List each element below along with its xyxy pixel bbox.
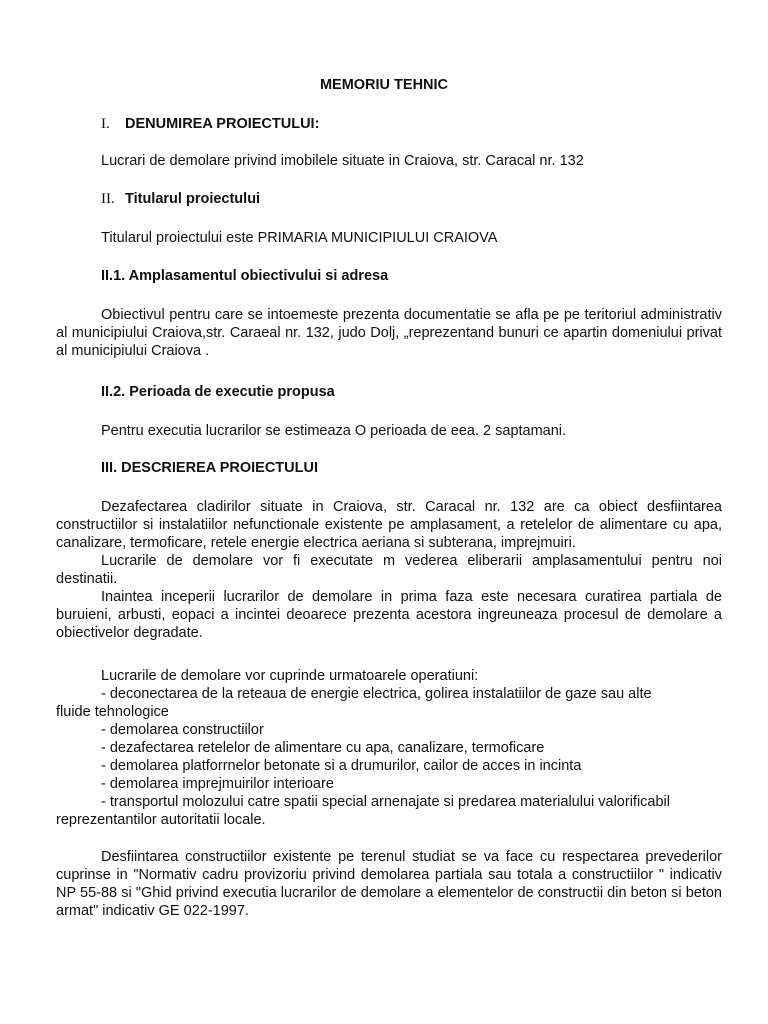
section2-heading (101, 190, 260, 208)
section2-1-heading: II.1. Amplasamentul obiectivului si adresa (101, 268, 389, 284)
operation-item: - dezafectarea retelelor de alimentare cu apa, canalizare, termoficare (101, 740, 545, 756)
operations-list (56, 667, 722, 829)
section2-heading-text: Titularul proiectului (125, 191, 261, 207)
operation-item: - transportul molozului catre spatii special arnenajate si predarea materialului valorificabil (101, 794, 670, 810)
section2-1-text: Obiectivul pentru care se intoemeste prezenta documentatie se afla pe pe teritoriul administrativ al municipiului Craiova,str. Caraeal nr. 132, judo Dolj, „reprezentand bunuri ce apartin domeniului privat al municipiului Craiova . (56, 307, 722, 359)
section3-paragraph-2: Lucrarile de demolare vor fi executate m vederea eliberarii amplasamentului pentru noi destinatii. (56, 553, 722, 587)
section2-text: Titularul proiectului este PRIMARIA MUNICIPIULUI CRAIOVA (101, 230, 498, 246)
section2-1-paragraph (56, 306, 722, 360)
section1-heading (101, 115, 319, 133)
operation-item: - deconectarea de la reteaua de energie electrica, golirea instalatiilor de gaze sau alte (101, 686, 652, 702)
operation-item: - demolarea imprejmuirilor interioare (101, 776, 334, 792)
section2-2-text: Pentru executia lucrarilor se estimeaza O perioada de eea. 2 saptamani. (101, 423, 567, 439)
section2-numeral: II. (101, 191, 115, 207)
section3-description (56, 498, 722, 642)
operations-intro: Lucrarile de demolare vor cuprinde urmatoarele operatiuni: (101, 668, 479, 684)
section3-heading: III. DESCRIEREA PROIECTULUI (101, 460, 318, 476)
document-title: MEMORIU TEHNIC (319, 77, 449, 93)
operation-item: - demolarea platforrnelor betonate si a drumurilor, cailor de acces in incinta (101, 758, 582, 774)
operation-item: - demolarea constructiilor (101, 722, 264, 738)
section1-numeral: I. (101, 116, 110, 132)
operation-item-continuation: fluide tehnologice (56, 704, 169, 720)
operation-item-continuation: reprezentantilor autoritatii locale. (56, 812, 266, 828)
section3-closing (56, 848, 722, 920)
section3-paragraph-3: Inaintea inceperii lucrarilor de demolare in prima faza este necesara curatirea partiala de buruieni, arbusti, eopaci a incintei deoarece prezenta acestora ingreuneaza procesul de demolare a obiectivelor degradate. (56, 589, 722, 641)
section2-2-heading: II.2. Perioada de executie propusa (101, 384, 335, 400)
section3-paragraph-4: Desfiintarea constructiilor existente pe terenul studiat se va face cu respectarea prevederilor cuprinse in "Normativ cadru provizoriu privind demolarea partiala sau totala a constructiilor " indicativ NP 55-88 si "Ghid privind executia lucrarilor de demolare a elementelor de constructii din beton si beton armat" indicativ GE 022-1997. (56, 849, 722, 919)
section1-text: Lucrari de demolare privind imobilele situate in Craiova, str. Caracal nr. 132 (101, 153, 584, 169)
section1-heading-text: DENUMIREA PROIECTULUI: (125, 116, 320, 132)
section3-paragraph-1: Dezafectarea cladirilor situate in Craiova, str. Caracal nr. 132 are ca obiect desfiintarea constructiilor si instalatiilor nefunctionale existente pe amplasament, a retelelor de alimentare cu apa, canalizare, termoficare, retele energie electrica aeriana si subterana, imprejmuiri. (56, 499, 722, 551)
